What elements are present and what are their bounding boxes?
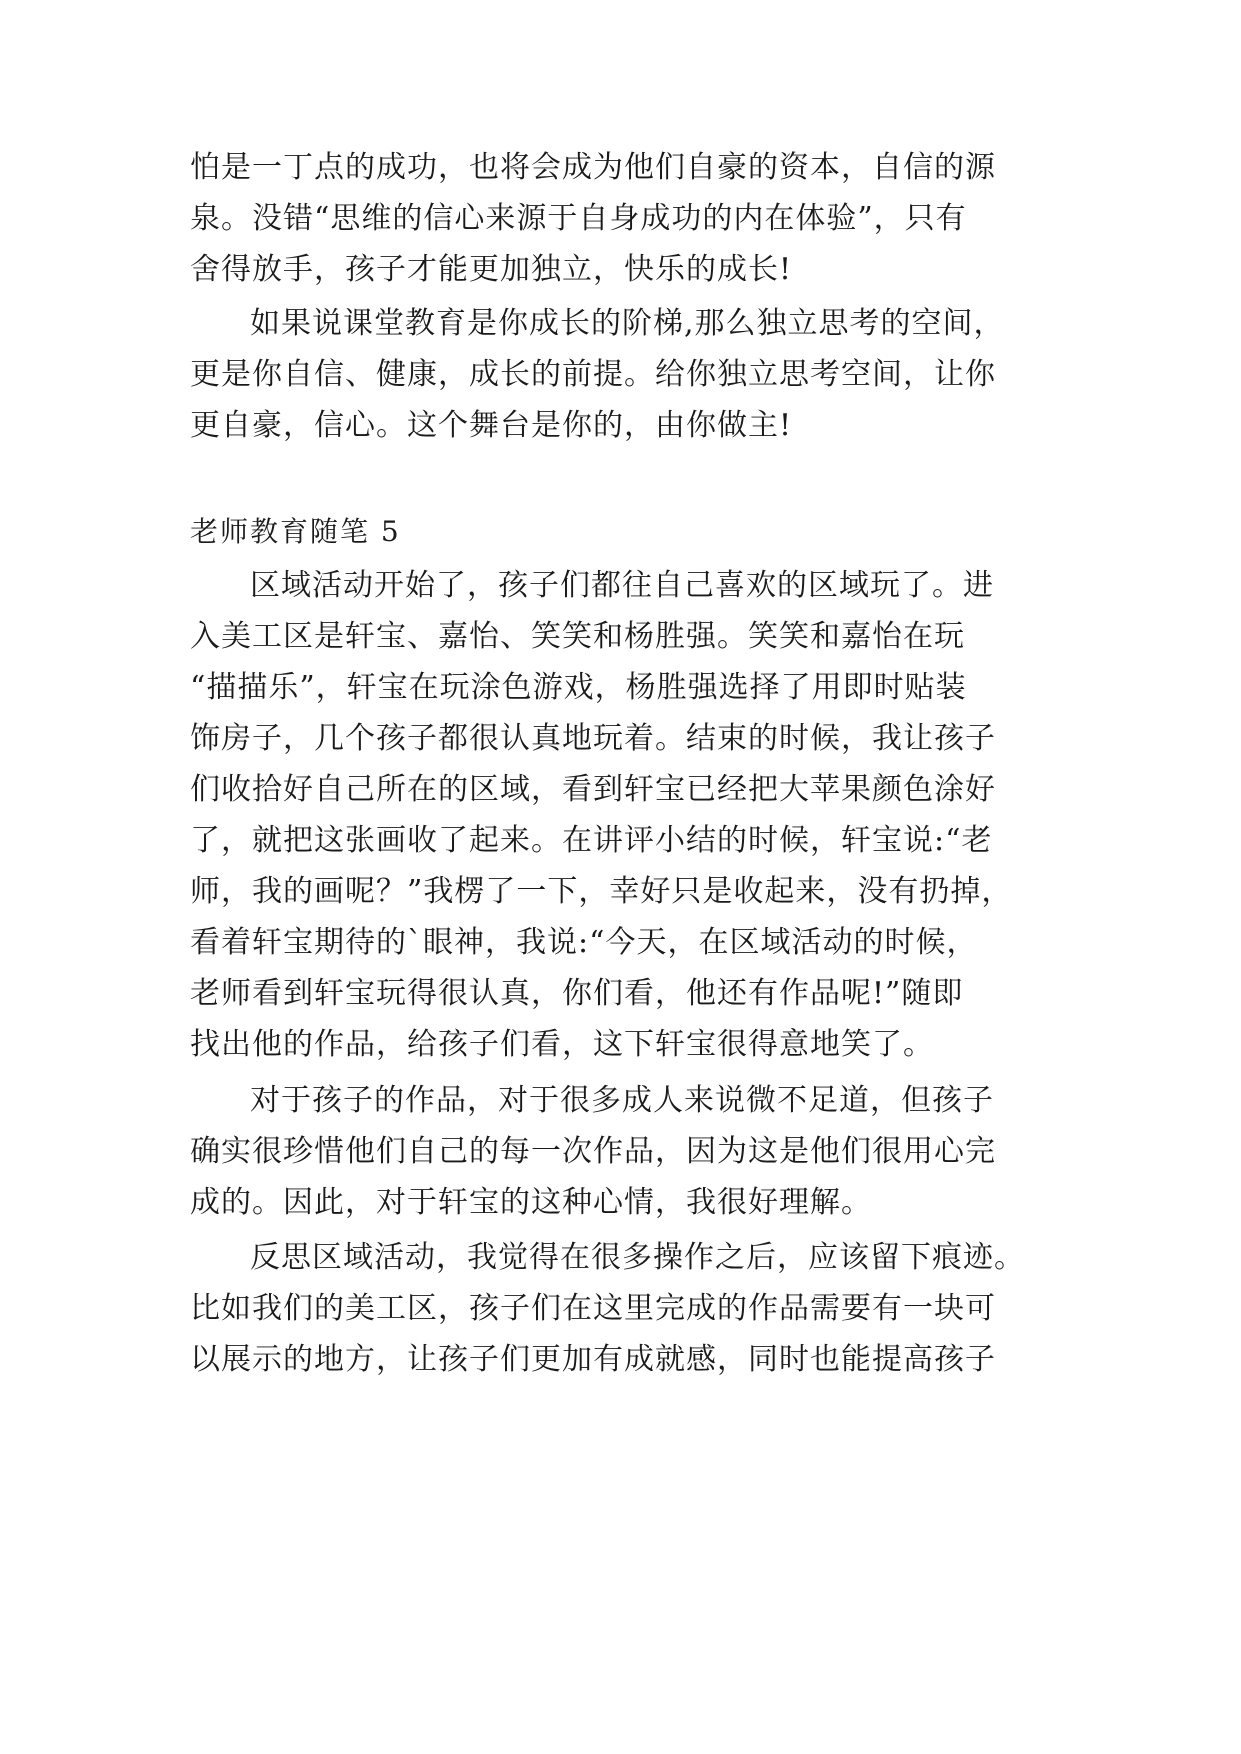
text-line: 怕是一丁点的成功，也将会成为他们自豪的资本，自信的源 [190, 150, 996, 185]
text-line: 舍得放手，孩子才能更加独立，快乐的成长! [190, 252, 793, 287]
text-line: 找出他的作品，给孩子们看，这下轩宝很得意地笑了。 [190, 1027, 934, 1062]
text-line: 们收拾好自己所在的区域，看到轩宝已经把大苹果颜色涂好 [190, 772, 996, 807]
section-title: 老师教育随笔 5 [190, 515, 401, 548]
text-line: 了，就把这张画收了起来。在讲评小结的时候，轩宝说:“老 [190, 823, 993, 858]
text-line: 看着轩宝期待的`眼神，我说:“今天，在区域活动的时候， [190, 925, 978, 960]
text-line: 更自豪，信心。这个舞台是你的，由你做主! [190, 408, 793, 443]
text-line: 比如我们的美工区，孩子们在这里完成的作品需要有一块可 [190, 1291, 996, 1326]
text-line: 对于孩子的作品，对于很多成人来说微不足道，但孩子 [250, 1083, 994, 1118]
text-line: 老师看到轩宝玩得很认真，你们看，他还有作品呢!”随即 [190, 976, 964, 1011]
text-line: 反思区域活动，我觉得在很多操作之后，应该留下痕迹。 [250, 1240, 1025, 1275]
text-line: 以展示的地方，让孩子们更加有成就感，同时也能提高孩子 [190, 1342, 996, 1377]
text-line: 区域活动开始了，孩子们都往自己喜欢的区域玩了。进 [250, 568, 994, 603]
text-line: 如果说课堂教育是你成长的阶梯,那么独立思考的空间， [250, 306, 1005, 341]
text-line: 更是你自信、健康，成长的前提。给你独立思考空间，让你 [190, 357, 996, 392]
text-line: 确实很珍惜他们自己的每一次作品，因为这是他们很用心完 [190, 1134, 996, 1169]
text-line: 师，我的画呢？”我楞了一下，幸好只是收起来，没有扔掉， [190, 874, 1013, 909]
text-line: 泉。没错“思维的信心来源于自身成功的内在体验”，只有 [190, 201, 967, 236]
text-line: 入美工区是轩宝、嘉怡、笑笑和杨胜强。笑笑和嘉怡在玩 [190, 619, 965, 654]
text-line: “描描乐”，轩宝在玩涂色游戏，杨胜强选择了用即时贴装 [190, 670, 967, 705]
text-line: 成的。因此，对于轩宝的这种心情，我很好理解。 [190, 1185, 872, 1220]
text-line: 饰房子，几个孩子都很认真地玩着。结束的时候，我让孩子 [190, 721, 996, 756]
